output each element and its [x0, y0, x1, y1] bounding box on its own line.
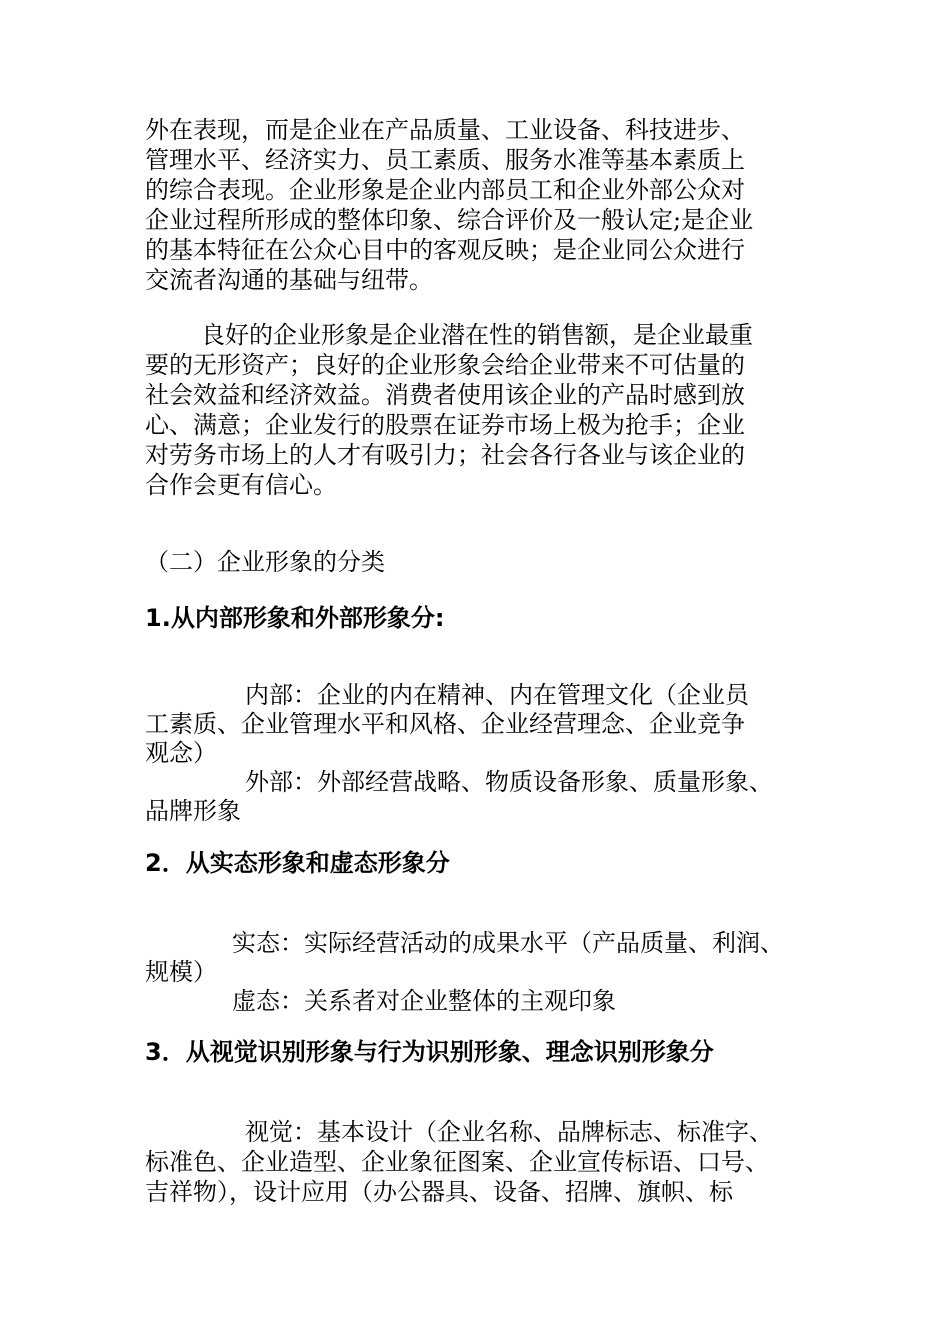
paragraph-line: 合作会更有信心。 — [145, 471, 337, 499]
paragraph-line: 心、满意；企业发行的股票在证券市场上极为抢手；企业 — [145, 411, 745, 439]
paragraph-line: 社会效益和经济效益。消费者使用该企业的产品时感到放 — [145, 381, 745, 409]
visual-line: 吉祥物），设计应用（办公器具、设备、招牌、旗帜、标 — [145, 1178, 733, 1206]
virtual-line: 虚态：关系者对企业整体的主观印象 — [232, 987, 616, 1015]
visual-line: 标准色、企业造型、企业象征图案、企业宣传标语、口号、 — [145, 1148, 769, 1176]
paragraph-line: 的综合表现。企业形象是企业内部员工和企业外部公众对 — [145, 176, 745, 204]
paragraph-line: 交流者沟通的基础与纽带。 — [145, 266, 433, 294]
subsection-heading-2: 2．从实态形象和虚态形象分 — [145, 849, 450, 877]
section-heading: （二）企业形象的分类 — [145, 548, 385, 576]
visual-line: 视觉：基本设计（企业名称、品牌标志、标准字、 — [245, 1118, 773, 1146]
internal-line: 工素质、企业管理水平和风格、企业经营理念、企业竞争 — [145, 710, 745, 738]
external-line: 品牌形象 — [145, 797, 241, 825]
real-line: 规模） — [145, 958, 217, 986]
internal-line: 内部：企业的内在精神、内在管理文化（企业员 — [245, 681, 749, 709]
subsection-heading-3: 3．从视觉识别形象与行为识别形象、理念识别形象分 — [145, 1038, 714, 1066]
subsection-heading-1: 1.从内部形象和外部形象分: — [145, 604, 445, 632]
paragraph-line: 外在表现，而是企业在产品质量、工业设备、科技进步、 — [145, 116, 745, 144]
external-line: 外部：外部经营战略、物质设备形象、质量形象、 — [245, 768, 773, 796]
paragraph-line: 企业过程所形成的整体印象、综合评价及一般认定;是企业 — [145, 206, 754, 234]
internal-line: 观念） — [145, 739, 217, 767]
paragraph-line: 的基本特征在公众心目中的客观反映；是企业同公众进行 — [145, 236, 745, 264]
paragraph-line: 良好的企业形象是企业潜在性的销售额，是企业最重 — [201, 321, 753, 349]
paragraph-line: 对劳务市场上的人才有吸引力；社会各行各业与该企业的 — [145, 441, 745, 469]
paragraph-line: 要的无形资产；良好的企业形象会给企业带来不可估量的 — [145, 351, 745, 379]
real-line: 实态：实际经营活动的成果水平（产品质量、利润、 — [232, 929, 784, 957]
paragraph-line: 管理水平、经济实力、员工素质、服务水准等基本素质上 — [145, 146, 745, 174]
